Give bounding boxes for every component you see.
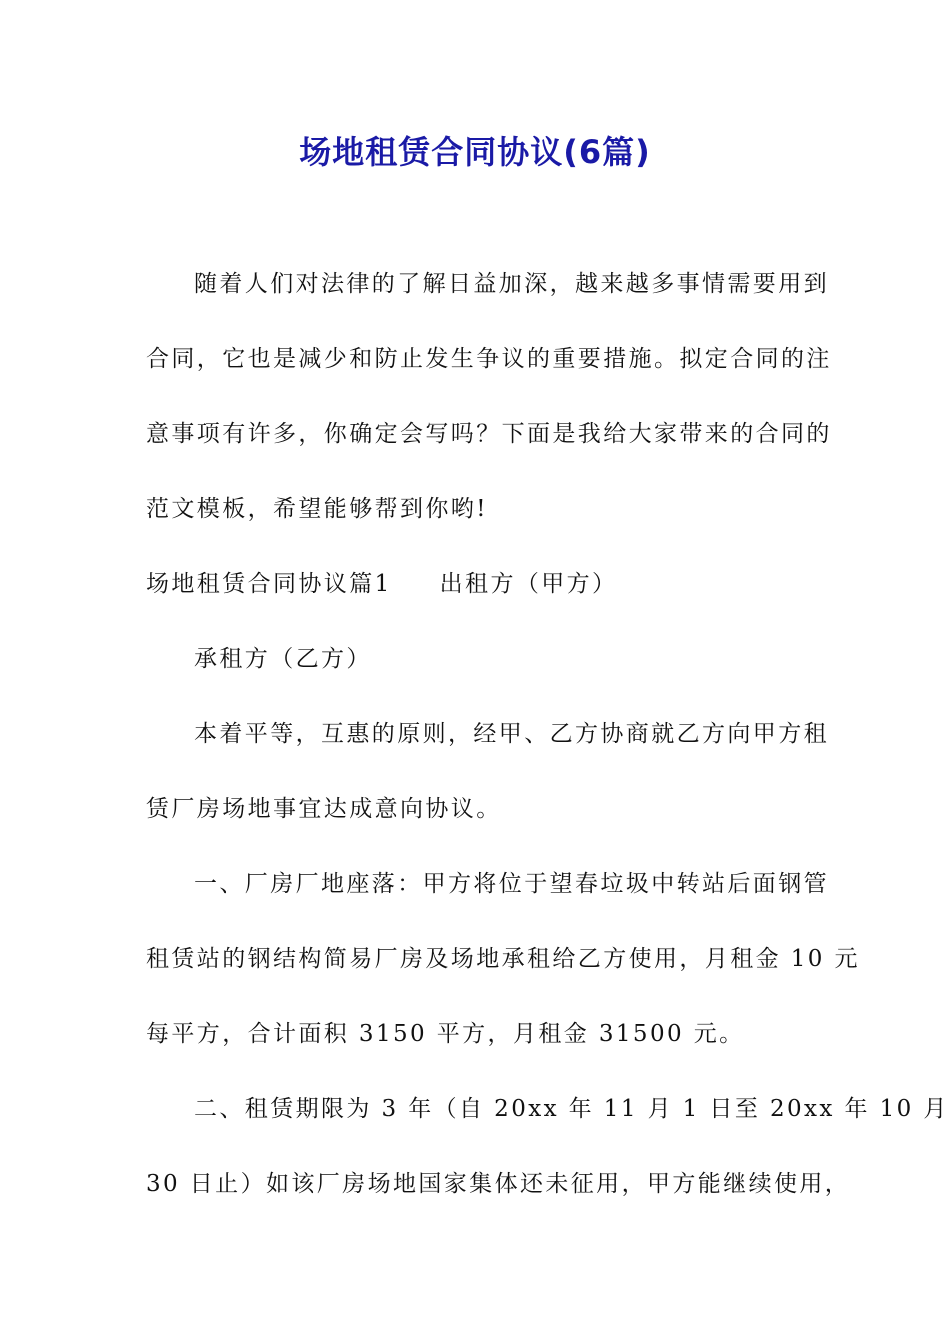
paragraph-line: 合同，它也是减少和防止发生争议的重要措施。拟定合同的注 — [146, 346, 832, 372]
paragraph-line: 意事项有许多，你确定会写吗？下面是我给大家带来的合同的 — [146, 421, 832, 447]
lessee-label: 承租方（乙方） — [194, 646, 372, 672]
clause-line: 二、租赁期限为 3 年（自 20xx 年 11 月 1 日至 20xx 年 10 月 — [194, 1096, 949, 1122]
clause-line: 每平方，合计面积 3150 平方，月租金 31500 元。 — [146, 1021, 745, 1047]
lessor-label: 出租方（甲方） — [439, 571, 618, 597]
paragraph-line: 范文模板，希望能够帮到你哟! — [146, 496, 488, 522]
paragraph-line: 本着平等，互惠的原则，经甲、乙方协商就乙方向甲方租 — [194, 721, 829, 747]
section-heading-row — [146, 568, 816, 600]
section-heading: 场地租赁合同协议篇1 — [146, 571, 392, 597]
clause-line: 30 日止）如该厂房场地国家集体还未征用，甲方能继续使用， — [146, 1171, 851, 1197]
document-title: 场地租赁合同协议(6篇) — [299, 133, 651, 171]
paragraph-line: 赁厂房场地事宜达成意向协议。 — [146, 796, 502, 822]
clause-line: 一、厂房厂地座落：甲方将位于望春垃圾中转站后面钢管 — [194, 871, 829, 897]
clause-line: 租赁站的钢结构简易厂房及场地承租给乙方使用，月租金 10 元 — [146, 946, 860, 972]
paragraph-line: 随着人们对法律的了解日益加深，越来越多事情需要用到 — [194, 271, 829, 297]
